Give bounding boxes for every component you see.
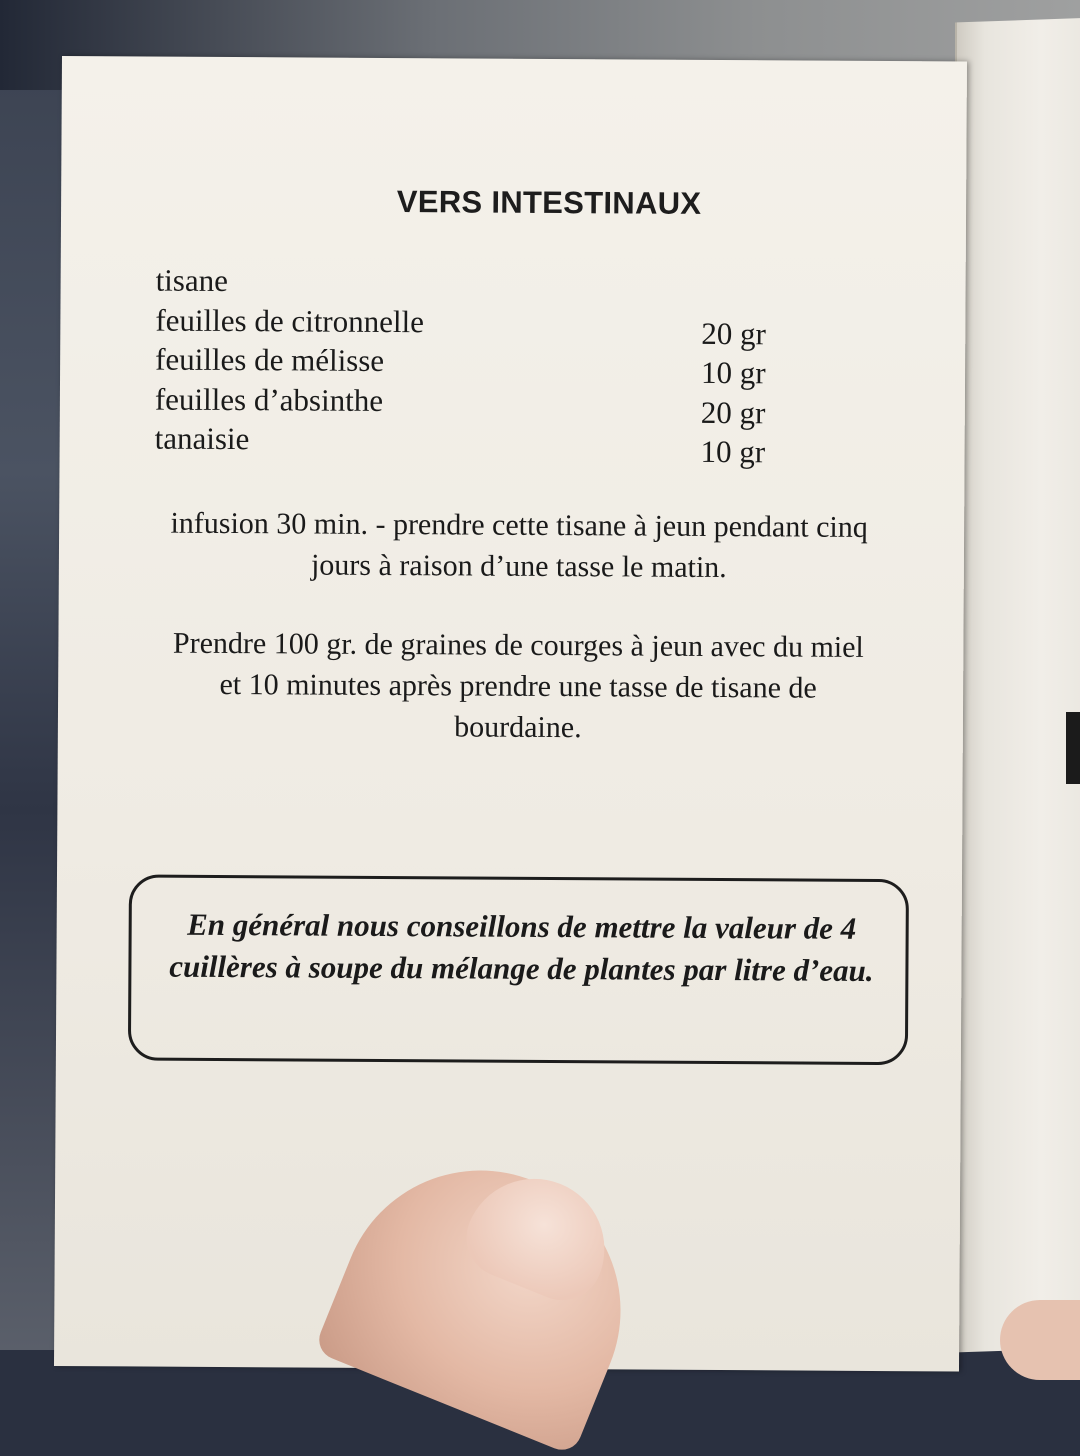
page-title: VERS INTESTINAUX — [396, 184, 702, 221]
finger — [1000, 1300, 1080, 1380]
instruction-paragraph: Prendre 100 gr. de graines de courges à jeun avec du miel et 10 minutes après prendre une tasse de tisane de bourdaine. — [172, 626, 864, 745]
ingredient-quantity: 10 gr — [700, 354, 766, 391]
ingredient-name: feuilles de mélisse — [155, 341, 385, 378]
ingredient-row — [155, 302, 795, 351]
ingredient-row — [154, 420, 795, 470]
ingredient-name: feuilles d’absinthe — [154, 381, 384, 418]
note-box — [128, 874, 909, 1065]
ingredient-quantity: 10 gr — [700, 433, 766, 470]
ingredients-heading: tisane — [155, 262, 229, 299]
next-page-text-fragment — [1066, 712, 1080, 784]
instruction-paragraph: infusion 30 min. - prendre cette tisane à jeun pendant cinq jours à raison d’une tasse le matin. — [170, 506, 868, 585]
ingredient-row — [154, 381, 795, 430]
ingredient-quantity: 20 gr — [700, 394, 766, 430]
ingredient-list — [154, 262, 796, 470]
next-page — [955, 18, 1080, 1353]
ingredient-row — [155, 341, 795, 391]
ingredients-heading-row — [155, 263, 795, 306]
ingredient-name: tanaisie — [154, 420, 250, 457]
ingredient-name: feuilles de citronnelle — [155, 302, 425, 339]
ingredient-quantity: 20 gr — [701, 315, 767, 351]
note-text: En général nous conseillons de mettre la valeur de 4 cuillères à soupe du mélange de plantes par litre d’eau. — [169, 906, 874, 988]
